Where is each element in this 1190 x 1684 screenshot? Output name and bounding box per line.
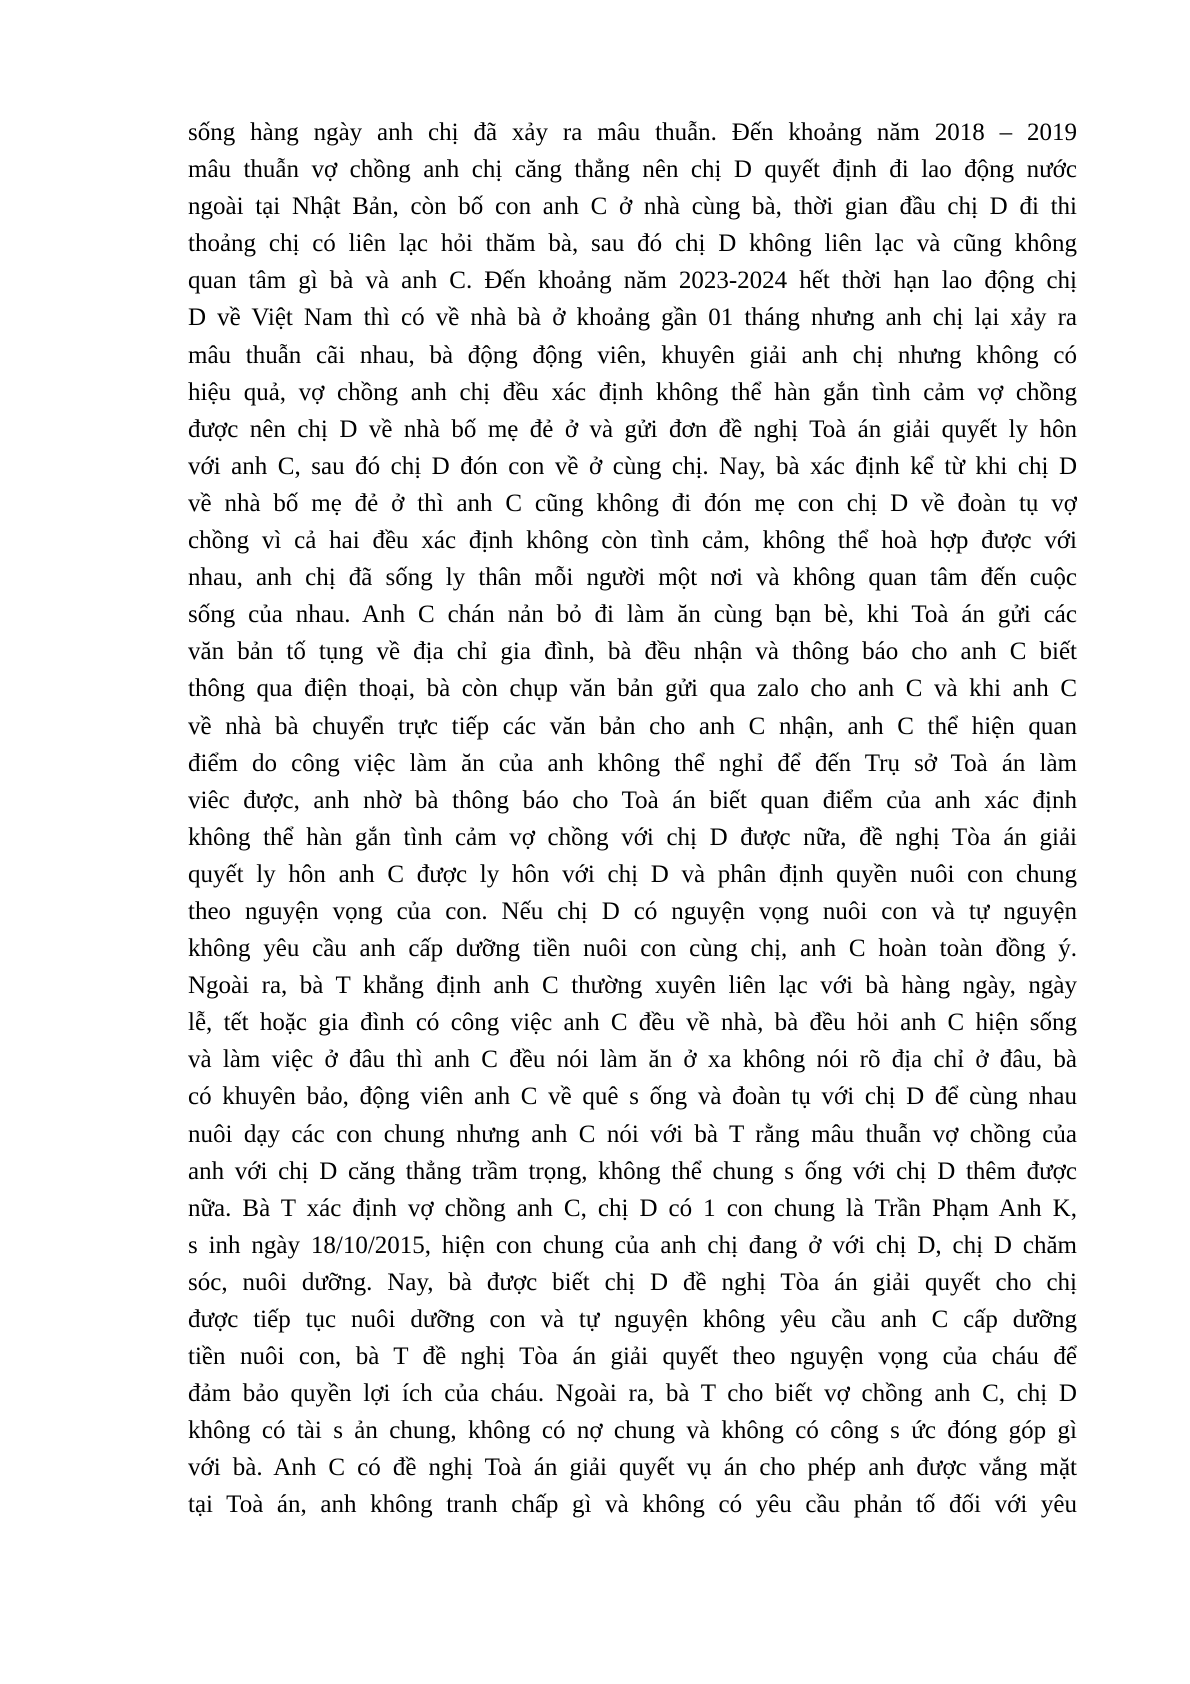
text-line: không yêu cầu anh cấp dưỡng tiền nuôi con cùng chị, anh C hoàn toàn đồng ý. <box>188 935 1077 963</box>
text-line: về nhà bố mẹ đẻ ở thì anh C cũng không đi đón mẹ con chị D về đoàn tụ vợ <box>188 489 1077 517</box>
text-line: D về Việt Nam thì có về nhà bà ở khoảng gần 01 tháng nhưng anh chị lại xảy ra <box>188 304 1077 332</box>
text-line: anh với chị D căng thẳng trầm trọng, không thể chung s ống với chị D thêm được <box>188 1157 1077 1185</box>
text-line: sóc, nuôi dưỡng. Nay, bà được biết chị D đề nghị Tòa án giải quyết cho chị <box>188 1268 1077 1296</box>
text-line: hiệu quả, vợ chồng anh chị đều xác định không thể hàn gắn tình cảm vợ chồng <box>188 378 1077 406</box>
text-line: với anh C, sau đó chị D đón con về ở cùng chị. Nay, bà xác định kể từ khi chị D <box>188 452 1077 480</box>
text-line: ngoài tại Nhật Bản, còn bố con anh C ở nhà cùng bà, thời gian đầu chị D đi thi <box>188 193 1077 221</box>
text-line: về nhà bà chuyển trực tiếp các văn bản cho anh C nhận, anh C thể hiện quan <box>188 712 1077 740</box>
text-line: theo nguyện vọng của con. Nếu chị D có nguyện vọng nuôi con và tự nguyện <box>188 897 1077 925</box>
text-line: có khuyên bảo, động viên anh C về quê s ống và đoàn tụ với chị D để cùng nhau <box>188 1083 1077 1111</box>
text-line: viêc được, anh nhờ bà thông báo cho Toà án biết quan điểm của anh xác định <box>188 786 1077 814</box>
text-line: đảm bảo quyền lợi ích của cháu. Ngoài ra, bà T cho biết vợ chồng anh C, chị D <box>188 1380 1077 1408</box>
text-line: không thể hàn gắn tình cảm vợ chồng với chị D được nữa, đề nghị Tòa án giải <box>188 823 1077 851</box>
text-line: lễ, tết hoặc gia đình có công việc anh C đều về nhà, bà đều hỏi anh C hiện sống <box>188 1009 1077 1037</box>
text-line: thoảng chị có liên lạc hỏi thăm bà, sau đó chị D không liên lạc và cũng không <box>188 230 1077 258</box>
text-line: quan tâm gì bà và anh C. Đến khoảng năm 2023-2024 hết thời hạn lao động chị <box>188 267 1077 295</box>
text-line: nhau, anh chị đã sống ly thân mỗi người một nơi và không quan tâm đến cuộc <box>188 564 1077 592</box>
text-line: nữa. Bà T xác định vợ chồng anh C, chị D có 1 con chung là Trần Phạm Anh K, <box>188 1194 1077 1222</box>
body-text-block <box>188 114 1077 1524</box>
text-line: văn bản tố tụng về địa chỉ gia đình, bà đều nhận và thông báo cho anh C biết <box>188 638 1077 666</box>
text-line: điểm do công việc làm ăn của anh không thể nghỉ để đến Trụ sở Toà án làm <box>188 749 1077 777</box>
text-line: thông qua điện thoại, bà còn chụp văn bản gửi qua zalo cho anh C và khi anh C <box>188 675 1077 703</box>
text-line: nuôi dạy các con chung nhưng anh C nói với bà T rằng mâu thuẫn vợ chồng của <box>188 1120 1077 1148</box>
text-line: s inh ngày 18/10/2015, hiện con chung của anh chị đang ở với chị D, chị D chăm <box>188 1231 1077 1259</box>
text-line: tại Toà án, anh không tranh chấp gì và không có yêu cầu phản tố đối với yêu <box>188 1491 1077 1519</box>
text-line: chồng vì cả hai đều xác định không còn tình cảm, không thể hoà hợp được với <box>188 527 1077 555</box>
text-line: và làm việc ở đâu thì anh C đều nói làm ăn ở xa không nói rõ địa chỉ ở đâu, bà <box>188 1046 1077 1074</box>
text-line: mâu thuẫn cãi nhau, bà động động viên, khuyên giải anh chị nhưng không có <box>188 341 1077 369</box>
text-line: sống của nhau. Anh C chán nản bỏ đi làm ăn cùng bạn bè, khi Toà án gửi các <box>188 601 1077 629</box>
text-line: được tiếp tục nuôi dưỡng con và tự nguyện không yêu cầu anh C cấp dưỡng <box>188 1306 1077 1333</box>
text-line: được nên chị D về nhà bố mẹ đẻ ở và gửi đơn đề nghị Toà án giải quyết ly hôn <box>188 415 1077 443</box>
text-line: tiền nuôi con, bà T đề nghị Tòa án giải quyết theo nguyện vọng của cháu để <box>188 1343 1077 1371</box>
text-line: không có tài s ản chung, không có nợ chung và không có công s ức đóng góp gì <box>188 1417 1077 1445</box>
text-line: quyết ly hôn anh C được ly hôn với chị D và phân định quyền nuôi con chung <box>188 860 1077 888</box>
text-line: với bà. Anh C có đề nghị Toà án giải quyết vụ án cho phép anh được vắng mặt <box>188 1454 1077 1482</box>
text-line: Ngoài ra, bà T khẳng định anh C thường xuyên liên lạc với bà hàng ngày, ngày <box>188 972 1077 1000</box>
text-line: mâu thuẫn vợ chồng anh chị căng thẳng nên chị D quyết định đi lao động nước <box>188 156 1077 184</box>
text-line: sống hàng ngày anh chị đã xảy ra mâu thuẫn. Đến khoảng năm 2018 – 2019 <box>188 119 1077 146</box>
